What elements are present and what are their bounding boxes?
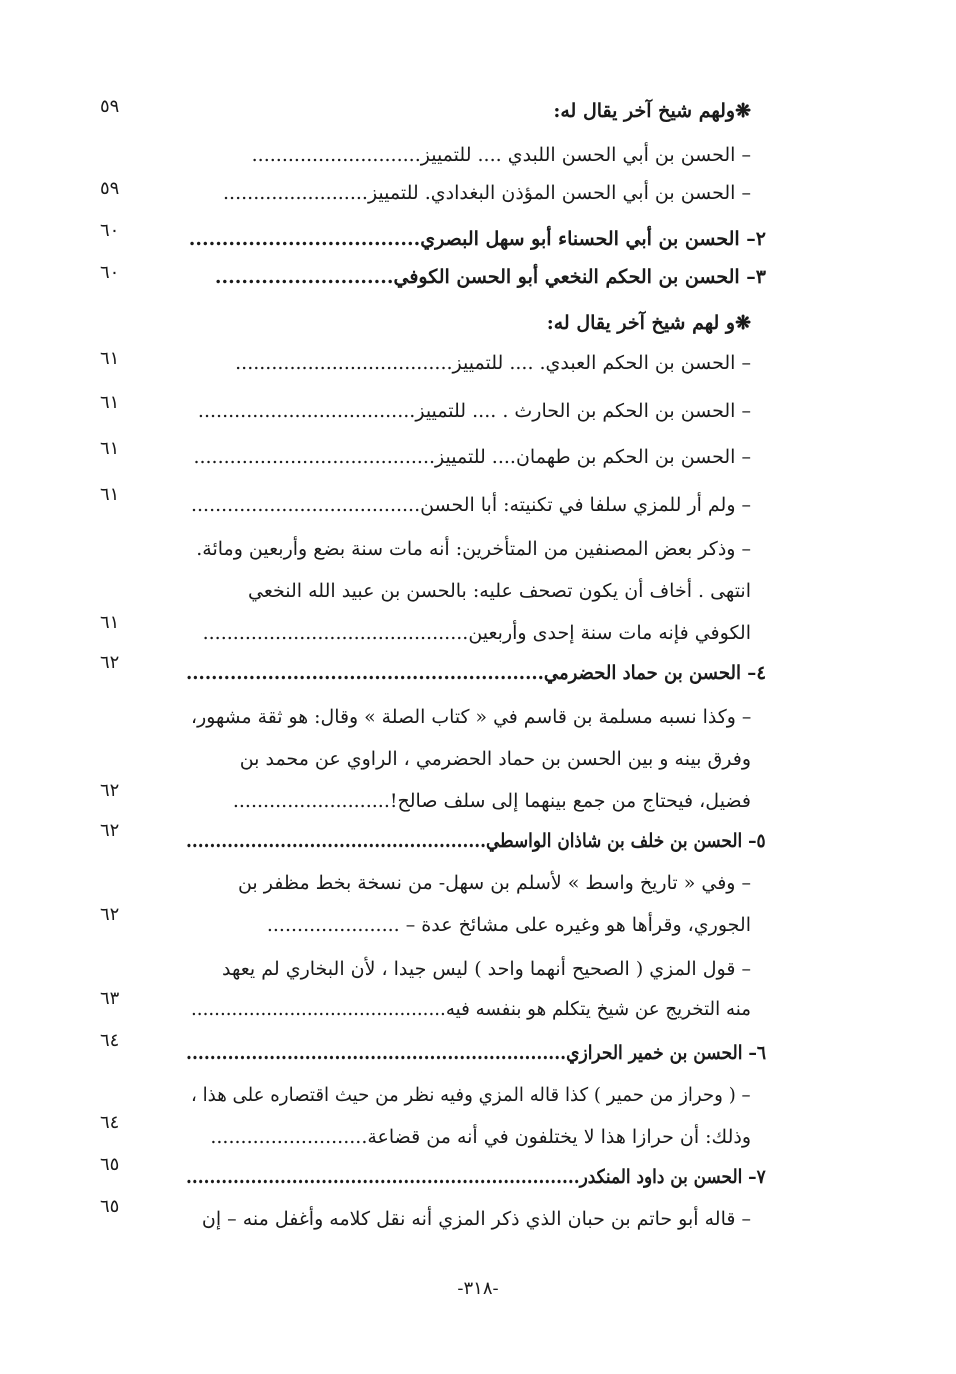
page-reference: ٦١	[100, 612, 120, 633]
page-reference: ٦١	[100, 392, 120, 413]
document-page: ❋ولهم شيخ آخر يقال له: – الحسن بن أبي الحسن اللبدي .... للتمييز............................ – الحسن بن أبي الحسن المؤذن البغدادي. للتمييز........................ ٢– الحسن بن أبي الحسناء أبو سهل البصري................................... ٣– الحسن بن الحكم النخعي أبو الحسن الكوفي........................... ❋و لهم شيخ آخر يقال له: – الحسن بن الحكم العبدي. .... للتمييز.................................... – الحسن بن الحكم بن الحارث . .... للتمييز.................................... – الحسن بن الحكم بن طهمان.... للتمييز........................................ – ولم أر للمزي سلفا في تكنيته: أبا الحسن...................................... – وذكر بعض المصنفين من المتأخرين: أنه مات سنة بضع وأربعين ومائة. انتهى . أخاف أن يكون تصحف عليه: بالحسن بن عبيد الله النخعي الكوفي فإنه مات سنة إحدى وأربعين............................................ ٤– الحسن بن حماد الحضرمي......................................................... – وكذا نسبه مسلمة بن قاسم في « كتاب الصلة » وقال: هو ثقة مشهور، وفرق بينه و بين الحسن بن حماد الحضرمي ، الراوي عن محمد بن فضيل، فيحتاج من جمع بينهما إلى سلف صالح!.......................... ٥– الحسن بن خلف بن شاذان الواسطي................................................... – وفي « تاريخ واسط » لأسلم بن سهل- من نسخة بخط مظفر بن الجوري، وقرأها هو وغيره على مشائخ عدة – ...................... – قول المزي ( الصحيح أنهما واحد ) ليس جيدا ، لأن البخاري لم يعهد منه التخريج عن شيخ يتكلم هو بنفسه فيه............................................ ٦– الحسن بن خمير الحرازي................................................................ – ( وحراز من حمير ) كذا قاله المزي وفيه نظر من حيث اقتصاره على هذا ، وذلك: أن حرازا هذا لا يختلفون في أنه من قضاعة.......................... ٧– الحسن بن داود المنكدر................................................................... – قاله أبو حاتم بن حبان الذي ذكر المزي أنه نقل كلامه وأغفل منه – إن ٥٩ ٥٩ ٦٠ ٦٠ ٦١ ٦١ ٦١ ٦١ ٦١ ٦٢ ٦٢ ٦٢ ٦٢ ٦٣ ٦٤ ٦٤ ٦٥ ٦٥ -٣١٨-	[0, 0, 956, 1374]
page-reference: ٦٢	[100, 904, 120, 925]
page-reference: ٦١	[100, 348, 120, 369]
page-reference: ٥٩	[100, 96, 120, 117]
page-reference: ٦٤	[100, 1112, 120, 1133]
page-reference: ٦٢	[100, 652, 120, 673]
page-reference: ٦٢	[100, 780, 120, 801]
page-reference: ٦٤	[100, 1030, 120, 1051]
page-reference: ٦٥	[100, 1154, 120, 1175]
page-reference: ٦٢	[100, 820, 120, 841]
page-reference: ٦٠	[100, 220, 120, 241]
page-reference: ٦٣	[100, 988, 120, 1009]
page-reference: ٥٩	[100, 178, 120, 199]
page-reference: ٦٥	[100, 1196, 120, 1217]
page-reference: ٦١	[100, 438, 120, 459]
page-reference: ٦٠	[100, 262, 120, 283]
page-reference: ٦١	[100, 484, 120, 505]
page-number: -٣١٨-	[457, 1278, 499, 1299]
